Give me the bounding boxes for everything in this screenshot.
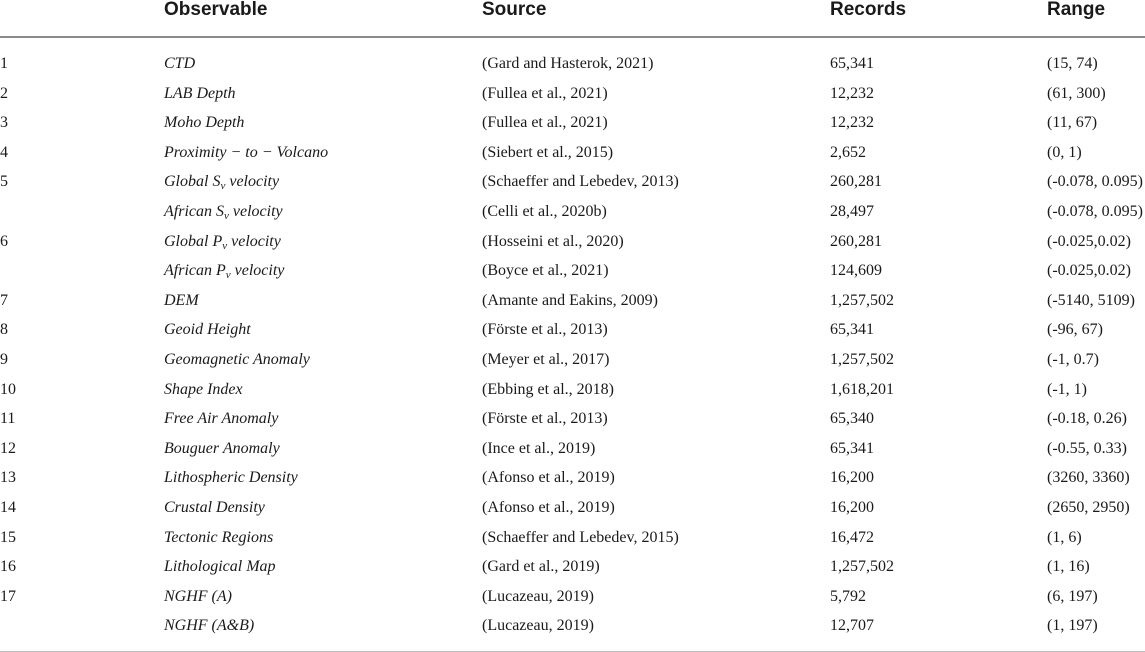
range-cell: (-1, 1) [1047,380,1087,398]
observable-cell: Proximity − to − Volcano [164,143,329,161]
observable-subscript: v [222,239,228,252]
observable-cell: NGHF (A) [164,587,232,605]
observable-cell [164,197,283,227]
observable-cell: Crustal Density [164,499,265,516]
source-cell: (Boyce et al., 2021) [482,262,609,280]
records-cell: 65,340 [830,410,874,428]
range-cell: (-0.025,0.02) [1047,262,1131,280]
observable-cell: Shape Index [164,380,243,398]
table-row [0,138,1145,168]
records-cell: 260,281 [830,173,882,191]
observable-cell: NGHF (A&B) [164,617,255,635]
source-cell: (Afonso et al., 2019) [482,469,615,487]
table-header [0,0,1145,38]
records-cell: 124,609 [830,262,882,280]
range-cell: (-5140, 5109) [1047,291,1135,309]
records-cell: 12,707 [830,617,874,635]
range-cell: (-0.55, 0.33) [1047,439,1127,457]
header-records: Records [830,0,907,20]
row-number: 17 [0,587,16,605]
records-cell: 16,200 [830,499,874,516]
records-cell: 65,341 [830,321,874,339]
records-cell: 1,257,502 [830,351,894,368]
table-row [0,611,1145,641]
records-cell: 16,200 [830,469,874,487]
observable-suffix: velocity [225,173,280,191]
row-number: 10 [0,380,16,398]
records-cell: 28,497 [830,203,874,220]
records-cell: 12,232 [830,114,874,132]
records-cell: 65,341 [830,55,874,72]
observable-cell: Moho Depth [164,114,245,132]
row-number: 12 [0,439,16,457]
observable-cell: DEM [164,291,199,309]
table-row [0,523,1145,553]
source-cell: (Meyer et al., 2017) [482,351,610,368]
row-number: 14 [0,499,16,516]
table-row [0,167,1145,197]
observable-cell: Tectonic Regions [164,528,274,546]
table-row [0,108,1145,138]
range-cell: (15, 74) [1047,55,1098,72]
row-number: 5 [0,173,8,191]
row-number: 15 [0,528,16,546]
table-row [0,315,1145,345]
row-number: 7 [0,291,8,309]
observable-name: Global P [164,232,223,250]
observable-name: African P [164,262,226,280]
records-cell: 260,281 [830,232,882,250]
observable-subscript: v [220,180,226,193]
header-observable: Observable [164,0,268,20]
table-row [0,286,1145,316]
range-cell: (-0.078, 0.095) [1047,203,1143,220]
records-cell: 16,472 [830,528,874,546]
observable-cell: LAB Depth [164,84,236,102]
observable-subscript: v [225,269,231,282]
row-number: 1 [0,55,8,72]
observable-cell: Geomagnetic Anomaly [164,351,310,368]
source-cell: (Schaeffer and Lebedev, 2015) [482,528,679,546]
observable-cell: Lithospheric Density [164,469,298,487]
range-cell: (-0.078, 0.095) [1047,173,1143,191]
source-cell: (Förste et al., 2013) [482,410,608,428]
table-row [0,434,1145,464]
records-cell: 65,341 [830,439,874,457]
range-cell: (-0.025,0.02) [1047,232,1131,250]
row-number: 13 [0,469,16,487]
source-cell: (Gard and Hasterok, 2021) [482,55,654,72]
observable-cell: Free Air Anomaly [164,410,279,428]
source-cell: (Ince et al., 2019) [482,439,596,457]
records-cell: 5,792 [830,587,866,605]
range-cell: (0, 1) [1047,143,1082,161]
table-row [0,375,1145,405]
row-number: 2 [0,84,8,102]
source-cell: (Afonso et al., 2019) [482,499,615,516]
range-cell: (-96, 67) [1047,321,1103,339]
source-cell: (Schaeffer and Lebedev, 2013) [482,173,679,191]
observable-cell [164,227,281,257]
table-row [0,197,1145,227]
table-row [0,404,1145,434]
row-number: 6 [0,232,8,250]
records-cell: 1,257,502 [830,291,894,309]
records-cell: 1,257,502 [830,558,894,576]
range-cell: (-1, 0.7) [1047,351,1099,368]
observable-cell: Bouguer Anomaly [164,439,280,457]
source-cell: (Lucazeau, 2019) [482,617,594,635]
records-cell: 12,232 [830,84,874,102]
table-row [0,49,1145,79]
table-row [0,256,1145,286]
source-cell: (Gard et al., 2019) [482,558,600,576]
row-number: 11 [0,410,16,428]
observable-cell: Lithological Map [164,558,276,576]
source-cell: (Fullea et al., 2021) [482,114,608,132]
table-row [0,227,1145,257]
table-row [0,345,1145,375]
source-cell: (Celli et al., 2020b) [482,203,607,220]
table-row [0,582,1145,612]
source-cell: (Fullea et al., 2021) [482,84,608,102]
observable-cell: CTD [164,55,196,72]
range-cell: (1, 16) [1047,558,1090,576]
observable-name: Global S [164,173,221,191]
source-cell: (Amante and Eakins, 2009) [482,291,658,309]
table-row [0,463,1145,493]
source-cell: (Lucazeau, 2019) [482,587,594,605]
row-number: 9 [0,351,8,368]
range-cell: (6, 197) [1047,587,1098,605]
records-cell: 2,652 [830,143,866,161]
row-number: 4 [0,143,8,161]
source-cell: (Hosseini et al., 2020) [482,232,624,250]
row-number: 8 [0,321,8,339]
range-cell: (1, 197) [1047,617,1098,635]
range-cell: (-0.18, 0.26) [1047,410,1127,428]
range-cell: (61, 300) [1047,84,1106,102]
range-cell: (2650, 2950) [1047,499,1130,516]
observable-suffix: velocity [230,262,285,280]
observable-cell [164,167,279,197]
table-row [0,552,1145,582]
observable-subscript: v [224,210,229,222]
table-row [0,493,1145,523]
range-cell: (11, 67) [1047,114,1098,132]
observable-name: African S [164,203,224,220]
table-row [0,79,1145,109]
observable-cell: Geoid Height [164,321,251,339]
row-number: 16 [0,558,16,576]
observable-suffix: velocity [227,232,281,250]
row-number: 3 [0,114,8,132]
observable-suffix: velocity [228,203,283,220]
range-cell: (1, 6) [1047,528,1082,546]
observable-cell [164,256,284,286]
source-cell: (Förste et al., 2013) [482,321,608,339]
range-cell: (3260, 3360) [1047,469,1130,487]
source-cell: (Ebbing et al., 2018) [482,380,614,398]
header-source: Source [482,0,547,20]
header-range: Range [1047,0,1106,20]
records-cell: 1,618,201 [830,380,894,398]
source-cell: (Siebert et al., 2015) [482,143,614,161]
